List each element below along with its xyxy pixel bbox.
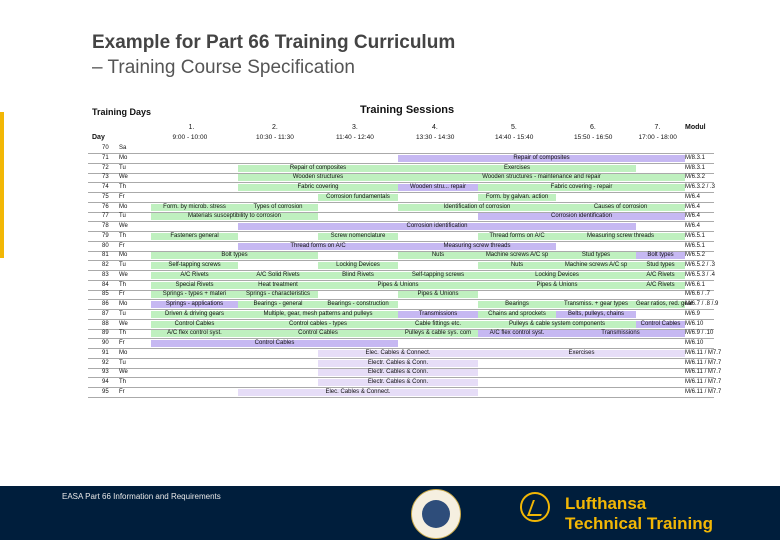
weekday: Fr [119,193,125,200]
day-number: 91 [102,349,109,356]
session-cell: Thread forms on A/C [478,233,556,240]
session-cell: Repair of composites [238,165,398,172]
session-cell: Pulleys & cable system components [478,321,636,328]
weekday: Fr [119,340,125,346]
session-cell: Measuring screw threads [556,233,685,240]
session-cell: Bearings - construction [318,301,398,308]
session-cell: Pipes & Unions [318,282,478,289]
session-number: 5. [511,124,517,131]
schedule-row [88,282,714,289]
session-cell: Wooden structures [238,174,398,181]
weekday: Fr [119,242,125,249]
session-number: 2. [272,124,278,131]
session-cell: Elec. Cables & Connect. [238,389,478,396]
schedule-row [88,311,714,318]
training-schedule-table [88,103,722,411]
schedule-row [88,388,722,396]
session-cell: Control cables - types [238,321,398,328]
schedule-row [88,359,722,367]
session-cell: Elec. Cables & Connect. [318,350,478,357]
schedule-row [88,272,714,279]
schedule-row [88,291,714,298]
schedule-row [88,223,714,230]
session-number: 1. [188,124,195,131]
weekday: We [119,271,128,278]
module-code: M/6.4 [685,223,701,229]
schedule-row [88,194,714,201]
session-cell: A/C Solid Rivets [238,272,318,279]
session-cell: Thread forms on A/C [238,243,398,250]
day-number: 92 [102,359,109,366]
weekday: Th [119,184,127,190]
module-code: M/6.11 / M7.7 [685,388,722,395]
day-number: 88 [102,320,109,327]
schedule-row [88,213,714,220]
session-time: 10:30 - 11:30 [256,134,294,141]
session-cell: A/C Rivets [636,282,685,289]
session-cell: Pipes & Unions [478,282,636,289]
session-cell: Electr. Cables & Conn. [318,379,478,386]
module-code: M/6.5.1 [685,232,706,239]
session-cell: Bearings - general [238,301,318,308]
session-cell: Pipes & Unions [398,291,478,298]
schedule-row [88,184,714,191]
session-cell: Gear ratios, red. gear [636,301,694,307]
weekday: We [119,369,128,376]
session-cell: Control Cables [238,330,398,337]
session-time: 15:50 - 16:50 [574,134,613,141]
session-cell: Machine screws A/C sp [556,262,636,269]
session-cell: Identification of corrosion [398,204,556,211]
session-cell: Cable fittings etc. [398,321,478,328]
modul-column-header: Modul [685,124,706,131]
weekday: Mo [119,349,128,356]
module-code: M/6.11 / M7.7 [685,349,722,356]
page-title [92,30,455,80]
session-cell: Self-tapping screws [151,262,238,269]
session-cell: Stud types [556,252,636,259]
session-cell: A/C Rivets [636,272,685,279]
day-column-header: Day [92,134,105,141]
crane-logo-icon [520,492,550,522]
schedule-row [88,233,714,240]
session-cell: Nuts [398,252,478,259]
day-number: 70 [102,145,109,151]
day-number: 95 [102,388,109,395]
module-code: M/6.4 [685,213,701,220]
schedule-row [88,262,714,269]
day-number: 93 [102,369,109,376]
module-code: M/6.5.3 / .4 [685,271,716,278]
day-number: 81 [102,252,109,259]
session-cell: Exercises [478,350,685,357]
session-cell: Electr. Cables & Conn. [318,360,478,367]
day-number: 83 [102,271,109,278]
module-code: M/6.6 / .7 [685,291,711,298]
session-cell: Belts, pulleys, chains [556,311,636,318]
weekday: Tu [119,262,126,268]
session-time: 11:40 - 12:40 [336,134,374,141]
session-cell: Springs - applications [151,301,238,308]
session-cell: Materials susceptibility to corrosion [151,213,318,220]
weekday: We [119,174,128,181]
training-days-heading: Training Days [92,107,152,117]
session-cell: Multiple, gear, mesh patterns and pulleys [238,311,398,318]
day-number: 78 [102,223,109,229]
session-cell: Special Rivets [151,282,238,289]
session-cell: Exercises [398,165,636,172]
brand-line-1: Lufthansa [565,494,647,513]
module-code: M/6.11 / M7.7 [685,359,722,366]
session-cell: A/C flex control syst. [151,330,238,337]
session-cell: Locking Devices [478,272,636,279]
day-number: 71 [102,154,109,161]
brand-line-2: Technical Training [565,514,713,533]
session-cell: Bearings [478,301,556,308]
session-cell: Repair of composites [398,155,685,162]
session-time: 17:00 - 18:00 [638,134,677,141]
day-number: 87 [102,310,109,317]
session-number: 3. [352,124,358,131]
weekday: Tu [119,310,126,317]
module-code: M/6.4 [685,203,701,210]
session-number: 7. [654,124,661,131]
session-cell: Bolt types [636,252,685,259]
schedule-row [88,330,714,337]
session-cell: Chains and sprockets [478,311,556,318]
session-cell: Nuts [478,262,556,269]
weekday: Th [119,232,127,239]
schedule-row [88,369,722,376]
day-number: 82 [102,262,109,268]
session-cell: Corrosion fundamentals [318,194,398,201]
session-cell: Wooden stru... repair [398,184,478,191]
session-cell: Corrosion identification [478,213,685,220]
session-cell: Electr. Cables & Conn. [318,369,478,376]
day-number: 77 [102,213,109,220]
schedule-row [88,155,714,162]
session-time: 13:30 - 14:30 [416,134,455,141]
title-line-1: Example for Part 66 Training Curriculum [92,32,456,53]
day-number: 73 [102,174,109,181]
module-code: M/6.3.2 [685,174,706,181]
session-cell: Springs - characteristics [238,291,318,298]
schedule-row [88,174,714,181]
training-sessions-heading: Training Sessions [360,104,455,116]
accent-bar [0,112,4,258]
session-cell: Transmissions [398,311,478,318]
day-number: 75 [102,193,109,200]
day-number: 94 [102,379,109,385]
session-cell: Measuring screw threads [398,243,556,250]
schedule-row [88,243,714,250]
session-cell: A/C flex control syst. [478,330,556,337]
module-code: M/6.10 [685,320,704,327]
session-cell: Screw nomenclature [318,233,398,240]
session-cell: Form. by microb. stress [151,204,238,211]
session-cell: Control Cables [636,321,685,328]
session-cell: Self-tapping screws [398,272,478,279]
module-code: M/6.11 / M7.7 [685,379,722,385]
footer-text: EASA Part 66 Information and Requirements [62,492,221,501]
session-cell: Control Cables [151,321,238,328]
schedule-row [88,340,714,347]
session-time: 9:00 - 10:00 [172,134,208,141]
weekday: Tu [119,164,126,171]
schedule-row [88,301,719,308]
day-number: 80 [102,242,109,249]
weekday: Mo [119,301,128,307]
session-cell: Locking Devices [318,262,398,269]
schedule-row [88,145,714,152]
weekday: Mo [119,203,128,210]
day-number: 86 [102,301,109,307]
weekday: Th [119,379,127,385]
session-cell: A/C Rivets [151,272,238,279]
day-number: 76 [102,203,109,210]
module-code: M/6.10 [685,340,704,346]
module-code: M/6.5.2 [685,252,706,259]
weekday: Th [119,330,127,337]
session-number: 4. [432,124,438,131]
weekday: Mo [119,154,128,161]
session-cell: Corrosion identification [238,223,636,230]
session-cell: Wooden structures - maintenance and repair [398,174,685,181]
session-cell: Heat treatment [238,282,318,289]
module-code: M/6.11 / M7.7 [685,369,722,376]
module-code: M/6.6.1 [685,281,706,288]
weekday: Fr [119,291,125,298]
weekday: Tu [119,359,126,366]
weekday: Fr [119,388,125,395]
module-code: M/6.5.1 [685,242,706,249]
session-cell: Form. by galvan. action [478,194,556,201]
session-cell: Machine screws A/C sp [478,252,556,259]
schedule-row [88,165,714,172]
schedule-row [88,252,714,259]
session-cell: Pulleys & cable sys. com [398,330,478,337]
session-cell: Fasteners general [151,233,238,240]
weekday: Th [119,281,127,288]
session-cell: Fabric covering - repair [478,184,685,191]
module-code: M/8.3.1 [685,164,706,171]
day-number: 84 [102,281,109,288]
session-cell: Control Cables [151,340,398,347]
schedule-row [88,321,714,328]
session-cell: Fabric covering [238,184,398,191]
weekday: Tu [119,213,126,220]
session-cell: Bolt types [151,252,318,259]
session-cell: Types of corrosion [238,204,318,211]
session-cell: Springs - types + materi [151,291,238,298]
module-code: M/6.3.2 / .3 [685,184,716,190]
module-code: M/6.9 [685,310,701,317]
module-code: M/6.9 / .10 [685,330,714,337]
day-number: 72 [102,164,109,171]
schedule-row [88,204,714,211]
schedule-row [88,349,722,357]
brand-logo [565,494,713,534]
module-code: M/6.7 / .8 /.9 [685,301,719,307]
module-code: M/6.5.2 / .3 [685,262,716,268]
module-code: M/6.4 [685,193,701,200]
day-number: 85 [102,291,109,298]
day-number: 89 [102,330,109,337]
session-cell: Blind Rivets [318,272,398,279]
session-cell: Transmiss. + gear types [556,301,636,308]
row-divider [88,397,714,398]
title-line-2: – Training Course Specification [92,57,355,78]
schedule-row [88,379,722,386]
module-code: M/8.3.1 [685,154,706,161]
weekday: Sa [119,145,127,151]
session-cell: Driven & driving gears [151,311,238,318]
emblem-logo [411,489,461,539]
session-cell: Causes of corrosion [556,204,685,211]
day-number: 90 [102,340,109,346]
session-cell: Transmissions [556,330,685,337]
session-number: 6. [590,124,596,131]
session-cell: Stud types [636,262,685,269]
weekday: We [119,320,128,327]
day-number: 74 [102,184,109,190]
session-time: 14:40 - 15:40 [495,134,534,141]
weekday: Mo [119,252,128,259]
day-number: 79 [102,232,109,239]
weekday: We [119,223,128,229]
